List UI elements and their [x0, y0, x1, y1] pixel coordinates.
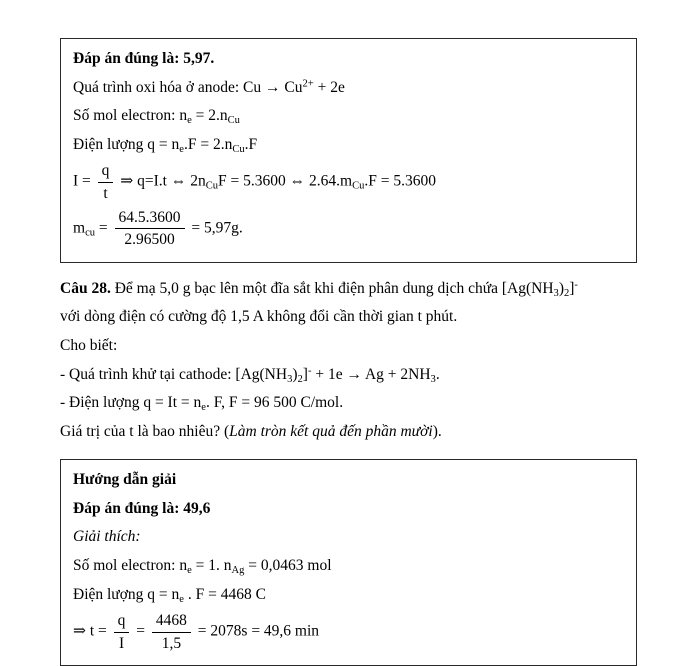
text-segment: Hướng dẫn giải	[73, 471, 177, 489]
subscript: Cu	[232, 143, 245, 155]
text-segment: =	[95, 219, 112, 237]
subscript: Cu	[352, 180, 365, 192]
text-segment: = 0,0463 mol	[244, 557, 332, 575]
text-line	[60, 361, 637, 389]
text-segment: )	[292, 365, 298, 383]
subscript: 3	[287, 373, 293, 385]
subscript: 2	[297, 373, 303, 385]
text-segment: + 2e	[313, 78, 345, 96]
text-line	[60, 418, 637, 446]
subscript: Cu	[227, 115, 240, 127]
solution-box-q27	[60, 38, 637, 263]
text-segment: Đáp án đúng là: 49,6	[73, 499, 211, 517]
text-line	[73, 74, 624, 102]
text-segment: .F	[244, 135, 258, 153]
subscript: Cu	[205, 180, 219, 192]
text-segment: - Điện lượng q = It = n	[60, 394, 202, 412]
subscript: e	[187, 115, 192, 127]
superscript: -	[307, 365, 312, 377]
text-line	[73, 609, 624, 655]
text-segment: ⇒ q=I.t ⇔ 2n	[116, 172, 206, 190]
text-segment: Điện lượng q = n	[73, 585, 180, 603]
text-segment: Số mol electron: n	[73, 107, 188, 125]
text-line	[60, 332, 637, 360]
fraction-numerator: 64.5.3600	[115, 208, 185, 229]
text-line	[73, 523, 624, 551]
superscript: 2+	[302, 78, 314, 90]
fraction-denominator: t	[103, 184, 108, 202]
subscript: e	[179, 593, 184, 605]
text-segment: ]	[569, 279, 575, 297]
subscript: 2	[563, 287, 570, 299]
fraction-numerator: q	[98, 161, 114, 182]
text-line	[73, 206, 624, 252]
text-line	[60, 303, 637, 331]
text-segment: Quá trình oxi hóa ở anode: Cu → Cu	[73, 78, 303, 96]
text-segment: = 1. n	[191, 557, 232, 575]
subscript: Ag	[231, 564, 245, 576]
fraction-denominator: 1,5	[161, 634, 182, 652]
text-line	[73, 552, 624, 580]
text-segment: ⇒ t =	[73, 622, 111, 640]
fraction	[114, 611, 130, 653]
text-segment: m	[73, 219, 86, 237]
text-segment: =	[132, 622, 149, 640]
text-segment: ).	[432, 422, 442, 440]
text-line	[73, 495, 624, 523]
subscript: 3	[553, 287, 559, 299]
text-line	[73, 45, 624, 73]
text-segment: Đáp án đúng là: 5,97.	[73, 50, 215, 67]
fraction	[98, 161, 114, 203]
fraction-numerator: q	[114, 611, 130, 632]
text-line	[73, 102, 624, 130]
text-segment: Điện lượng q = n	[73, 135, 180, 153]
fraction	[152, 611, 191, 653]
text-segment: = 2.n	[191, 107, 228, 125]
text-segment: Để mạ 5,0 g bạc lên một đĩa sắt khi điện phân dung dịch chứa [Ag(NH	[110, 279, 554, 297]
text-segment: với dòng điện có cường độ 1,5 A không đổi cần thời gian t phút.	[60, 308, 458, 326]
text-segment: Số mol electron: n	[73, 557, 188, 575]
subscript: e	[187, 564, 192, 576]
text-segment: - Quá trình khử tại cathode: [Ag(NH	[60, 365, 288, 383]
text-segment: .F = 2.n	[183, 135, 233, 153]
text-segment: = 5,97g.	[187, 219, 243, 237]
text-segment: .	[435, 365, 440, 383]
fraction	[115, 208, 185, 250]
subscript: e	[201, 402, 206, 414]
text-segment: + 1e → Ag + 2NH	[311, 365, 431, 383]
text-segment: Làm tròn kết quả đến phần mười	[229, 422, 433, 440]
text-segment: .F = 5.3600	[364, 172, 436, 190]
text-segment: . F = 4468 C	[183, 585, 266, 603]
text-segment: Câu 28.	[60, 279, 111, 297]
text-line	[73, 131, 624, 159]
text-segment: = 2078s = 49,6 min	[193, 622, 320, 640]
text-segment: . F, F = 96 500 C/mol.	[205, 394, 344, 412]
text-segment: Cho biết:	[60, 336, 118, 354]
subscript: e	[179, 143, 184, 155]
text-segment: )	[558, 279, 564, 297]
text-line	[73, 581, 624, 609]
fraction-denominator: 2.96500	[124, 231, 175, 249]
subscript: cu	[85, 227, 96, 239]
text-line	[73, 466, 624, 494]
subscript: 3	[430, 373, 436, 385]
fraction-numerator: 4468	[152, 611, 191, 632]
text-segment: ]	[302, 365, 308, 383]
text-line	[60, 275, 637, 303]
text-segment: Giải thích:	[73, 528, 141, 546]
superscript: -	[574, 279, 578, 291]
question-28-block	[60, 272, 637, 450]
text-segment: F = 5.3600 ⇔ 2.64.m	[218, 172, 353, 190]
fraction-denominator: I	[118, 634, 125, 652]
solution-box-q28	[60, 459, 637, 666]
text-line	[73, 159, 624, 205]
text-segment: I =	[73, 172, 95, 190]
text-line	[60, 389, 637, 417]
text-segment: Giá trị của t là bao nhiêu? (	[60, 422, 230, 440]
